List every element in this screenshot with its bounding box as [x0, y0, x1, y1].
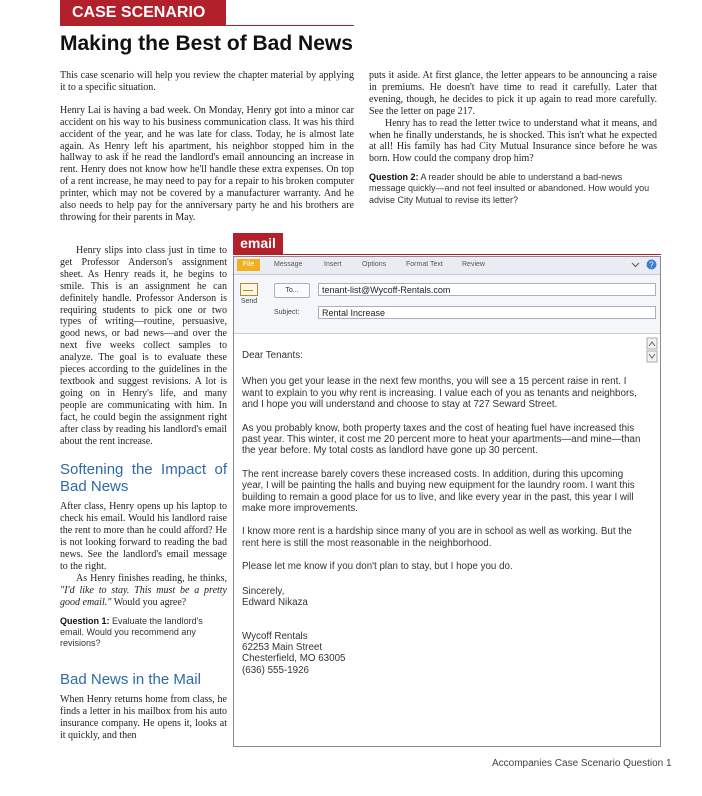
- right-paragraph-1: puts it aside. At first glance, the letter appears to be announcing a raise in premiums. He doesn't have time to read it carefully. Later that evening, though, he decides to pick it up again to read more carefully. See the letter on page 217.: [369, 70, 657, 117]
- subhead-bad-news-mail: Bad News in the Mail: [60, 671, 201, 689]
- to-field[interactable]: tenant-list@Wycoff-Rentals.com: [318, 283, 656, 296]
- story-paragraph-4: [60, 573, 227, 609]
- email-window: [233, 256, 661, 747]
- para4-quote: "I'd like to stay. This must be a pretty good email.": [60, 584, 227, 608]
- page-title: Making the Best of Bad News: [60, 32, 353, 55]
- email-paragraph-1: When you get your lease in the next few months, you will see a 15 percent raise in rent. I want to explain to you why rent is increasing. I value each of you as tenants and neighbors, and I hope you will understand and choose to stay at 727 Seward Street.: [242, 376, 637, 411]
- question-2-text: A reader should be able to understand a bad-news message quickly—and not feel insulted or abandoned. How would you advise City Mutual to revise its letter?: [369, 172, 650, 205]
- email-greeting: Dear Tenants:: [242, 350, 303, 361]
- left-narrow-column: [60, 245, 227, 742]
- right-column: [369, 70, 657, 206]
- tab-insert[interactable]: Insert: [324, 261, 342, 268]
- email-phone: (636) 555-1926: [242, 664, 309, 676]
- chevron-down-icon[interactable]: [631, 260, 640, 269]
- to-button[interactable]: To...: [274, 283, 310, 298]
- send-button[interactable]: [239, 281, 259, 321]
- question-1-label: Question 1:: [60, 615, 110, 626]
- tab-message[interactable]: Message: [274, 261, 303, 268]
- send-label: Send: [240, 298, 258, 305]
- email-address-line-2: Chesterfield, MO 63005: [242, 653, 346, 665]
- question-1: [60, 616, 227, 650]
- para4-text: As Henry finishes reading, he thinks,: [76, 572, 227, 584]
- tab-review[interactable]: Review: [462, 261, 485, 268]
- header-rule: [60, 25, 354, 26]
- intro-block: [60, 70, 354, 224]
- intro-text: This case scenario will help you review the chapter material by applying it to a specific situation.: [60, 70, 354, 93]
- email-figure-label: email: [233, 233, 283, 254]
- story-paragraph-5: When Henry returns home from class, he finds a letter in his mailbox from his auto insurance company. He opens it, looks at it quickly, and then: [60, 694, 227, 741]
- story-paragraph-2: Henry slips into class just in time to get Professor Anderson's assignment sheet. As Henry reads it, he begins to smile. This is an assignment he can definitely handle. Professor Anderson is requiring students to pick one or two types of writing—routine, persuasive, good news, or bad news—and over the next five weeks collect samples to analyze. The goal is to evaluate these pieces according to the guidelines in the textbook and suggest revisions. A lot is going on in Henry's life, and many people are communicating with him. In fact, he could begin the assignment right after class by reading his landlord's email about the rent increase.: [60, 245, 227, 447]
- help-icon[interactable]: [646, 259, 657, 270]
- question-1-text: Evaluate the landlord's email. Would you recommend any revisions?: [60, 615, 203, 648]
- svg-text:?: ?: [649, 260, 654, 270]
- figure-caption: Accompanies Case Scenario Question 1: [492, 758, 672, 769]
- email-body[interactable]: [242, 350, 642, 676]
- tab-file[interactable]: File: [237, 259, 260, 271]
- subject-label: Subject:: [274, 309, 300, 316]
- message-header: [234, 275, 660, 334]
- email-paragraph-3: The rent increase barely covers these increased costs. In addition, during this upcoming year, I will be painting the halls and buying new equipment for the laundry room. I want this building to remain a good place for us to live, and like every year in the past, this year I will make more improvements.: [242, 468, 635, 515]
- envelope-icon: [240, 283, 258, 296]
- email-paragraph-4: I know more rent is a hardship since many of you are in school as well as working. But the rent here is still the most reasonable in the neighborhood.: [242, 526, 632, 549]
- tab-options[interactable]: Options: [362, 261, 387, 268]
- email-sender: Edward Nikaza: [242, 597, 308, 609]
- email-company: Wycoff Rentals: [242, 630, 308, 642]
- email-closing: Sincerely,: [242, 585, 285, 597]
- question-2-label: Question 2:: [369, 172, 419, 183]
- email-paragraph-2: As you probably know, both property taxes and the cost of heating fuel have increased this past year. This winter, it cost me 20 percent more to heat your apartments—and mine—than the year before. My total costs as landlord have gone up 30 percent.: [242, 422, 641, 457]
- subject-field[interactable]: Rental Increase: [318, 306, 656, 319]
- para4-end: Would you agree?: [111, 596, 187, 608]
- email-label-rule: [233, 254, 661, 255]
- story-paragraph-3: After class, Henry opens up his laptop to check his email. Would his landlord raise the rent to more than he could afford? He is not looking forward to reading the bad news. See the landlord's email message to the right.: [60, 501, 227, 572]
- right-paragraph-2: Henry has to read the letter twice to understand what it means, and when he finally understands, he is shocked. This isn't what he expected at all! His family has had City Mutual Insurance since before he was born. How could the company drop him?: [369, 117, 657, 165]
- section-tag: CASE SCENARIO: [60, 0, 226, 25]
- email-address-line-1: 62253 Main Street: [242, 641, 323, 653]
- email-paragraph-5: Please let me know if you don't plan to stay, but I hope you do.: [242, 561, 513, 573]
- question-2: [369, 172, 657, 206]
- subhead-softening: Softening the Impact of Bad News: [60, 461, 227, 496]
- scroll-arrows-icon[interactable]: [646, 337, 658, 363]
- ribbon-tabs: [234, 257, 660, 275]
- story-paragraph-1: Henry Lai is having a bad week. On Monday, Henry got into a minor car accident on his way to his business communication class. It was his third accident of the year, and he was late for class. Today, he is almost late again. As Henry left his apartment, his neighbor stopped him in the hallway to ask if he read the landlord's email announcing an increase in rent. Henry does not know how he'll handle these extra expenses. On top of a rent increase, he may need to pay for a repair to his broken computer printer, which may not be covered by a manufacturer warranty. And he also needs to help pay for the anniversary party he and his brothers are throwing for their parents in May.: [60, 104, 354, 223]
- tab-format-text[interactable]: Format Text: [406, 261, 443, 268]
